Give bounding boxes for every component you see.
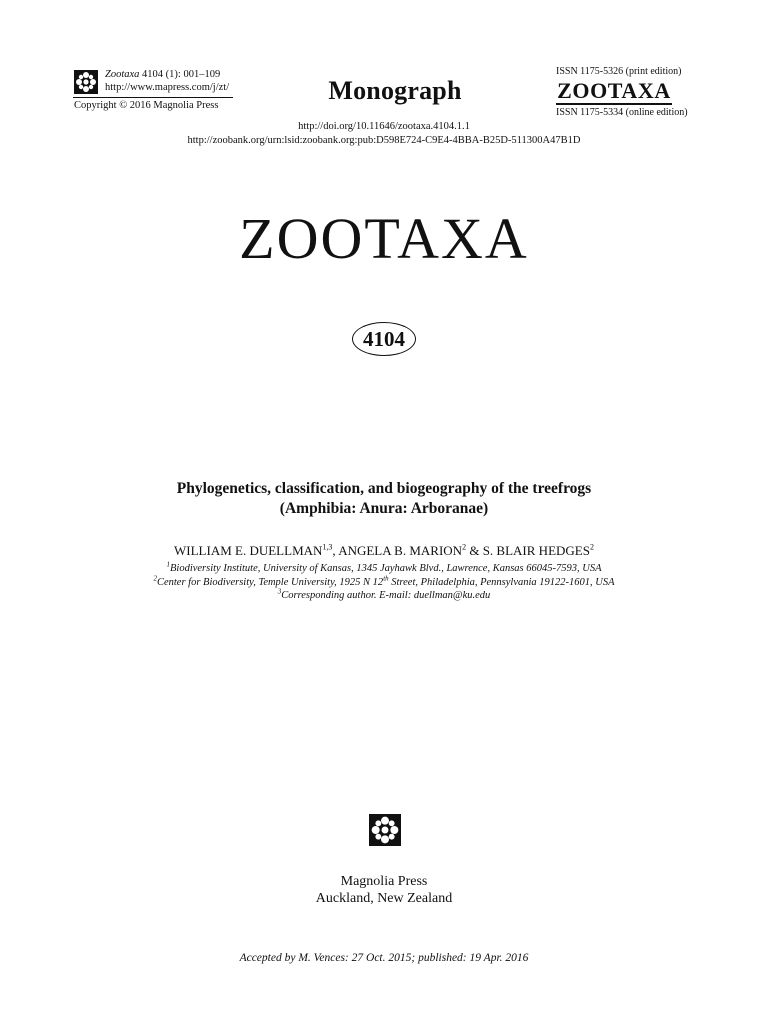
magnolia-flower-icon: [369, 814, 401, 846]
publisher-info: [0, 873, 768, 907]
wordmark-underline: [556, 103, 672, 105]
author-name: ANGELA B. MARION: [338, 543, 463, 558]
issn-print: ISSN 1175-5326 (print edition): [556, 66, 682, 77]
affil-marker: 1: [166, 560, 170, 569]
document-type-label: Monograph: [328, 76, 462, 105]
title-line-2: (Amphibia: Anura: Arboranae): [279, 500, 489, 517]
journal-masthead: ZOOTAXA: [239, 206, 529, 271]
affiliations: [0, 562, 768, 603]
corresponding-author: Corresponding author. E-mail: duellman@ku.edu: [281, 590, 491, 601]
author-affil-ref: 1,3: [322, 542, 333, 552]
doi-link[interactable]: http://doi.org/10.11646/zootaxa.4104.1.1: [298, 121, 470, 132]
journal-name: Zootaxa: [105, 69, 140, 80]
author-name: S. BLAIR HEDGES: [482, 543, 590, 558]
citation-volume: 4104 (1): 001–109: [139, 69, 221, 80]
publisher-location: Auckland, New Zealand: [315, 891, 453, 906]
affiliation-3: [0, 589, 768, 603]
zoobank-link[interactable]: http://zoobank.org/urn:lsid:zoobank.org:pub:D598E724-C9E4-4BBA-B25D-511300A47B1D: [187, 135, 581, 146]
author-affil-ref: 2: [589, 542, 594, 552]
journal-url[interactable]: http://www.mapress.com/j/zt/: [105, 82, 230, 93]
affil-text: Center for Biodiversity, Temple University, 1925 N 12: [156, 576, 384, 588]
journal-wordmark: ZOOTAXA: [557, 78, 671, 103]
affil-marker: 3: [277, 587, 282, 596]
article-title: [0, 479, 768, 519]
title-line-1: Phylogenetics, classification, and biogeography of the treefrogs: [176, 480, 592, 497]
author-separator: ,: [332, 543, 339, 558]
affil-text: Biodiversity Institute, University of Kansas, 1345 Jayhawk Blvd., Lawrence, Kansas 66045-7593, USA: [169, 563, 602, 574]
identifiers: [0, 120, 768, 148]
author-separator: &: [466, 543, 483, 558]
issue-number-badge: 4104: [352, 322, 416, 356]
author-name: WILLIAM E. DUELLMAN: [174, 543, 323, 558]
issn-block: [556, 66, 688, 119]
publisher-name: Magnolia Press: [340, 874, 428, 889]
copyright: Copyright © 2016 Magnolia Press: [74, 100, 219, 111]
ordinal-suffix: th: [383, 574, 389, 582]
acceptance-note: Accepted by M. Vences: 27 Oct. 2015; published: 19 Apr. 2016: [239, 952, 529, 964]
affil-text: Street, Philadelphia, Pennsylvania 19122-1601, USA: [388, 576, 615, 588]
affiliation-2: [0, 576, 768, 590]
affil-marker: 2: [153, 574, 157, 582]
author-list: [0, 543, 768, 559]
issn-online: ISSN 1175-5334 (online edition): [556, 106, 688, 118]
author-affil-ref: 2: [462, 542, 467, 552]
